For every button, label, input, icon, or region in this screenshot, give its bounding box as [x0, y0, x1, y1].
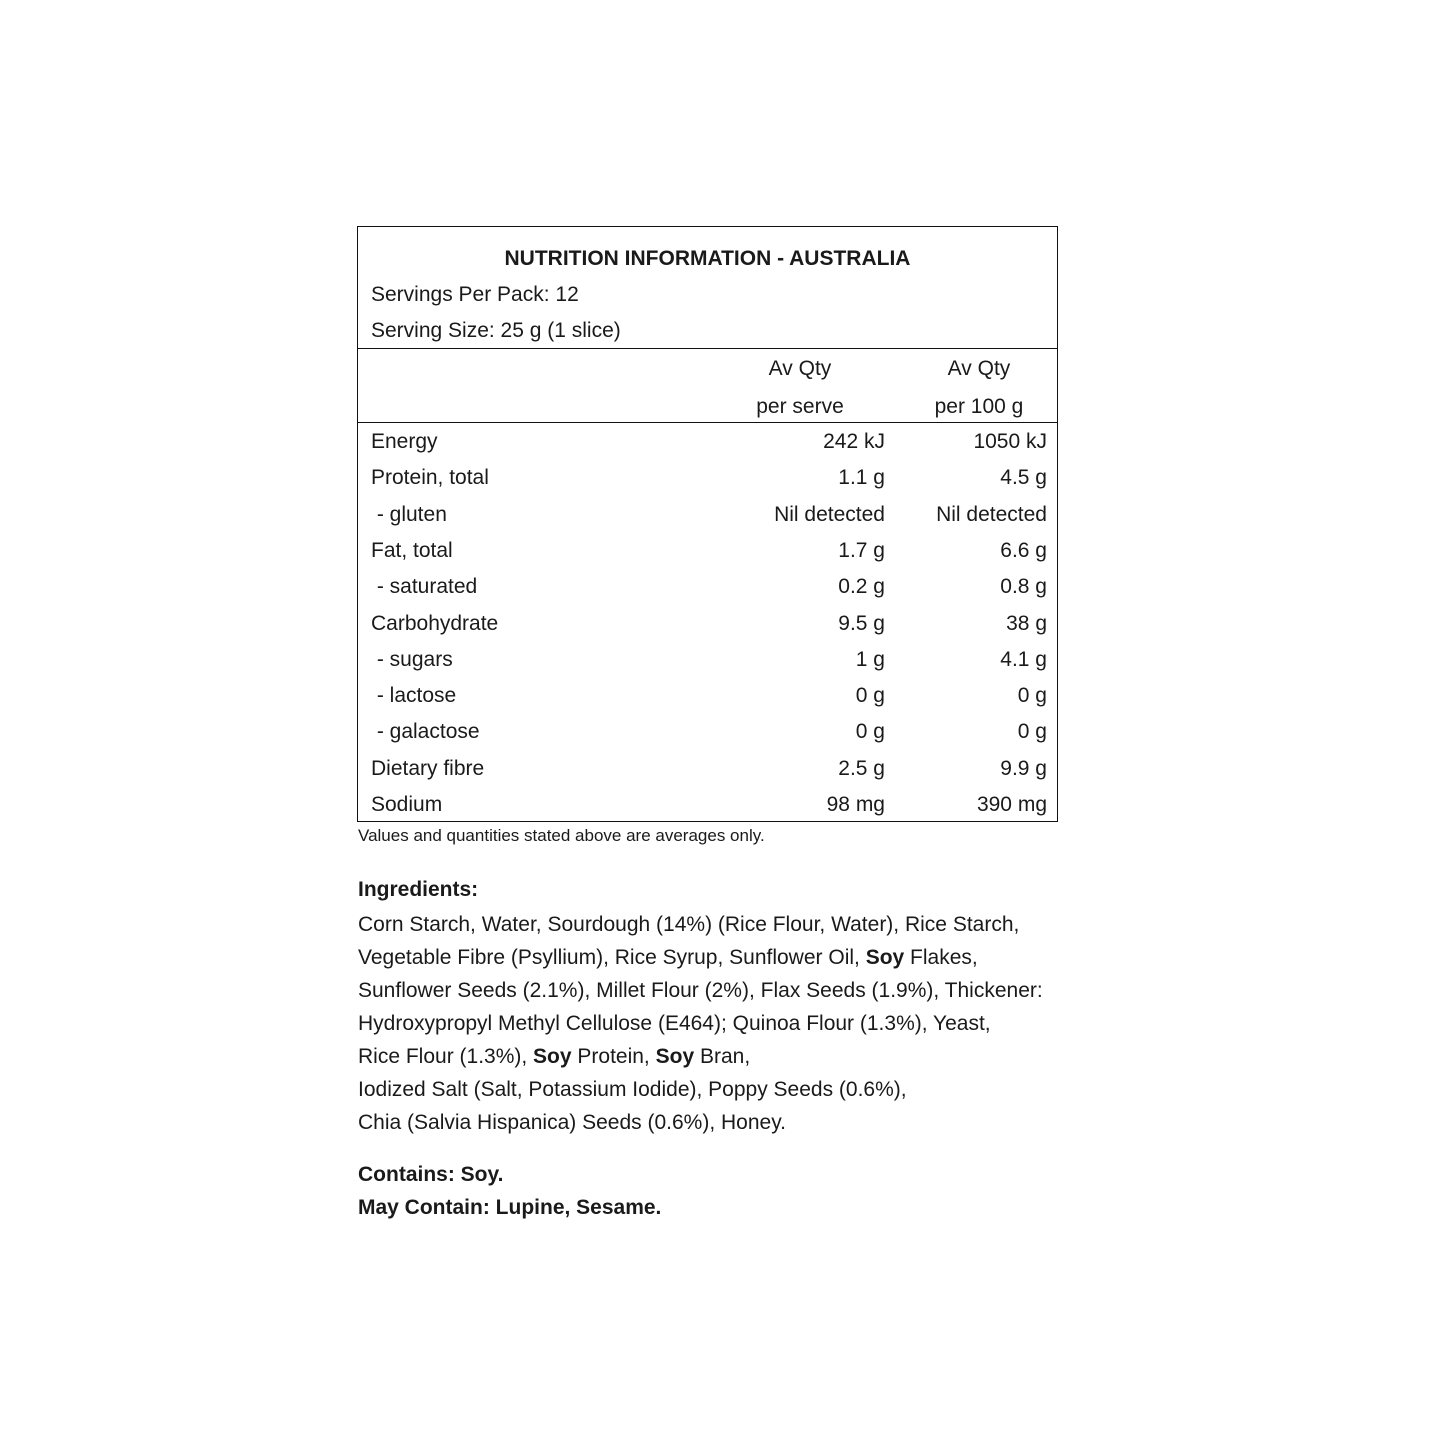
- nutrient-per-100g: 6.6 g: [1000, 538, 1047, 562]
- nutrient-row: [358, 648, 1057, 684]
- averages-note: Values and quantities stated above are averages only.: [358, 826, 765, 845]
- allergen-soy: Soy: [533, 1045, 572, 1068]
- ingredients-line: Sunflower Seeds (2.1%), Millet Flour (2%), Flax Seeds (1.9%), Thickener:: [358, 979, 1043, 1002]
- nutrient-per-100g: 0.8 g: [1000, 575, 1047, 599]
- ingredients-line: Chia (Salvia Hispanica) Seeds (0.6%), Honey.: [358, 1111, 786, 1134]
- nutrient-name: Protein, total: [371, 466, 489, 490]
- nutrient-per-serve: 1.7 g: [838, 538, 885, 562]
- nutrient-per-100g: 9.9 g: [1000, 756, 1047, 780]
- nutrient-name: - saturated: [371, 575, 478, 599]
- nutrient-row: [358, 430, 1057, 466]
- nutrient-per-100g: Nil detected: [936, 502, 1047, 526]
- nutrient-name: - sugars: [371, 647, 453, 671]
- nutrient-per-serve: Nil detected: [774, 502, 885, 526]
- nutrient-row: [358, 684, 1057, 720]
- ingredients-line: Iodized Salt (Salt, Potassium Iodide), Poppy Seeds (0.6%),: [358, 1078, 907, 1101]
- col-per-100g-line2: per 100 g: [934, 395, 1024, 418]
- nutrient-per-serve: 1 g: [855, 647, 885, 671]
- col-per-100g-line1: Av Qty: [947, 357, 1011, 380]
- nutrient-row: [358, 466, 1057, 502]
- nutrient-per-serve: 0.2 g: [838, 575, 885, 599]
- nutrition-panel: [357, 226, 1058, 822]
- nutrient-name: Carbohydrate: [371, 611, 499, 635]
- allergen-soy: Soy: [865, 946, 905, 969]
- nutrient-name: - gluten: [371, 502, 447, 526]
- nutrient-name: - galactose: [371, 720, 480, 744]
- nutrient-per-serve: 98 mg: [826, 793, 885, 816]
- nutrient-per-100g: 0 g: [1017, 720, 1047, 744]
- ingredients-line: Hydroxypropyl Methyl Cellulose (E464); Quinoa Flour (1.3%), Yeast,: [358, 1012, 991, 1035]
- nutrient-row: [358, 575, 1057, 611]
- nutrient-row: [358, 612, 1057, 648]
- ingredients-line: Vegetable Fibre (Psyllium), Rice Syrup, Sunflower Oil, Soy Flakes,: [358, 946, 978, 969]
- nutrient-per-100g: 1050 kJ: [973, 430, 1047, 453]
- col-per-serve-line2: per serve: [756, 395, 844, 418]
- serving-size: Serving Size: 25 g (1 slice): [371, 319, 621, 342]
- contains-statement: Contains: Soy.: [358, 1163, 504, 1186]
- nutrient-per-serve: 9.5 g: [838, 611, 885, 635]
- nutrient-per-serve: 0 g: [855, 684, 885, 708]
- nutrient-row: [358, 539, 1057, 575]
- ingredients-line: Corn Starch, Water, Sourdough (14%) (Rice Flour, Water), Rice Starch,: [358, 913, 1020, 936]
- nutrient-per-100g: 4.5 g: [1000, 466, 1047, 490]
- nutrient-per-serve: 1.1 g: [838, 466, 885, 490]
- may-contain-statement: May Contain: Lupine, Sesame.: [358, 1196, 662, 1219]
- nutrient-name: - lactose: [371, 684, 457, 708]
- ingredients-list: [358, 908, 1118, 1139]
- panel-title: NUTRITION INFORMATION - AUSTRALIA: [504, 247, 911, 270]
- nutrient-per-serve: 242 kJ: [823, 430, 885, 453]
- nutrient-name: Dietary fibre: [371, 756, 485, 780]
- nutrient-name: Energy: [371, 430, 438, 453]
- nutrient-name: Fat, total: [371, 538, 453, 562]
- nutrient-per-100g: 390 mg: [976, 793, 1047, 816]
- nutrient-row: [358, 757, 1057, 793]
- nutrient-row: [358, 720, 1057, 756]
- nutrient-per-100g: 38 g: [1006, 611, 1047, 635]
- nutrient-name: Sodium: [371, 793, 443, 816]
- divider: [358, 422, 1057, 423]
- nutrient-per-100g: 4.1 g: [1000, 647, 1047, 671]
- ingredients-line: Rice Flour (1.3%), Soy Protein, Soy Bran,: [358, 1045, 751, 1068]
- nutrient-per-serve: 2.5 g: [838, 756, 885, 780]
- col-per-serve-line1: Av Qty: [768, 357, 832, 380]
- nutrient-row: [358, 793, 1057, 829]
- nutrient-per-100g: 0 g: [1017, 684, 1047, 708]
- nutrient-per-serve: 0 g: [855, 720, 885, 744]
- servings-per-pack: Servings Per Pack: 12: [371, 283, 579, 306]
- nutrient-row: [358, 503, 1057, 539]
- allergen-soy: Soy: [655, 1045, 695, 1068]
- ingredients-heading: Ingredients:: [358, 878, 479, 901]
- divider: [358, 348, 1057, 349]
